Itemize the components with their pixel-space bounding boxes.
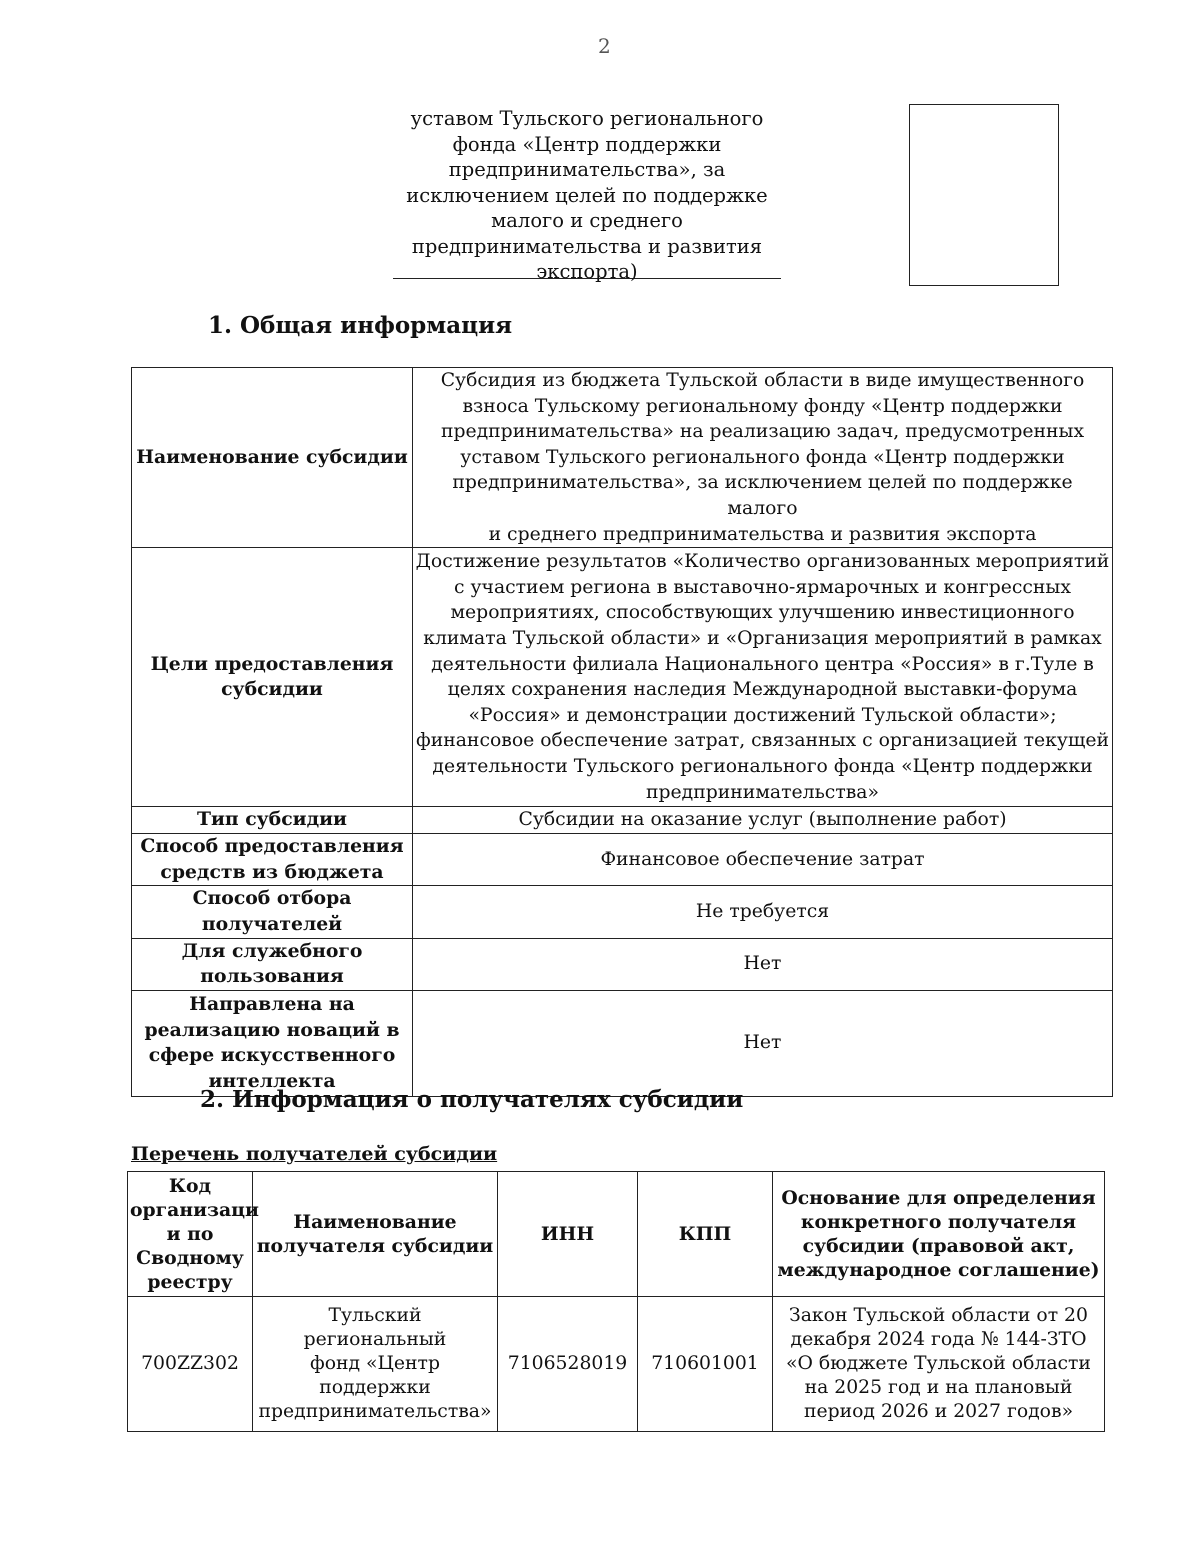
table-row [132,548,1113,807]
page-number: 2 [598,34,611,58]
row-value: Достижение результатов «Количество организованных мероприятий с участием региона в выставочно-ярмарочных и конгрессных мероприятиях, способствующих улучшению инвестиционного климата Тульской области» и «Организация мероприятий в рамках деятельности филиала Национального центра «Россия» в г.Туле в целях сохранения наследия Международной выставки-форума «Россия» и демонстрации достижений Тульской области»; финансовое обеспечение затрат, связанных с организацией текущей деятельности Тульского регионального фонда «Центр поддержки предпринимательства» [413,548,1113,807]
row-value: Нет [413,990,1113,1096]
row-value: Субсидии на оказание услуг (выполнение работ) [413,807,1113,834]
row-label: Наименование субсидии [132,368,413,548]
row-label: Тип субсидии [132,807,413,834]
table-header-row [128,1172,1105,1297]
stamp-box [909,104,1059,286]
table-row [132,990,1113,1096]
row-label: Способ предоставления средств из бюджета [132,834,413,886]
recipients-list-title: Перечень получателей субсидии [131,1143,498,1165]
general-info-table [131,367,1113,1097]
cell-basis: Закон Тульской области от 20 декабря 2024 года № 144-ЗТО «О бюджете Тульской области на 2025 год и на плановый период 2026 и 2027 годов» [773,1297,1105,1432]
row-value: Финансовое обеспечение затрат [413,834,1113,886]
cell-inn: 7106528019 [498,1297,638,1432]
row-value: Не требуется [413,886,1113,938]
cell-org-code: 700ZZ302 [128,1297,253,1432]
header-kpp: КПП [638,1172,773,1297]
row-value: Нет [413,938,1113,990]
table-row [132,886,1113,938]
section-general-title: 1. Общая информация [208,312,513,339]
row-label: Способ отбора получателей [132,886,413,938]
row-label: Направлена на реализацию новаций в сфере искусственного интеллекта [132,990,413,1096]
row-value: Субсидия из бюджета Тульской области в виде имущественного взноса Тульскому региональному фонду «Центр поддержки предпринимательства» на реализацию задач, предусмотренных уставом Тульского регионального фонда «Центр поддержки предпринимательства», за исключением целей по поддержке малого и среднего предпринимательства и развития экспорта [413,368,1113,548]
header-inn: ИНН [498,1172,638,1297]
row-label: Цели предоставления субсидии [132,548,413,807]
header-org-code: Код организаци и по Сводному реестру [128,1172,253,1297]
table-row [132,368,1113,548]
table-row [128,1297,1105,1432]
row-label: Для служебного пользования [132,938,413,990]
cell-kpp: 710601001 [638,1297,773,1432]
section-recipients-title: 2. Информация о получателях субсидии [200,1086,744,1113]
table-row [132,834,1113,886]
table-row [132,807,1113,834]
header-recipient-name: Наименование получателя субсидии [253,1172,498,1297]
header-basis: Основание для определения конкретного получателя субсидии (правовой акт, международное соглашение) [773,1172,1105,1297]
table-row [132,938,1113,990]
recipients-table [127,1171,1105,1432]
cell-recipient-name: Тульский региональный фонд «Центр поддержки предпринимательства» [253,1297,498,1432]
intro-text: уставом Тульского регионального фонда «Центр поддержки предпринимательства», за исключением целей по поддержке малого и среднего предпринимательства и развития экспорта) [393,106,781,279]
